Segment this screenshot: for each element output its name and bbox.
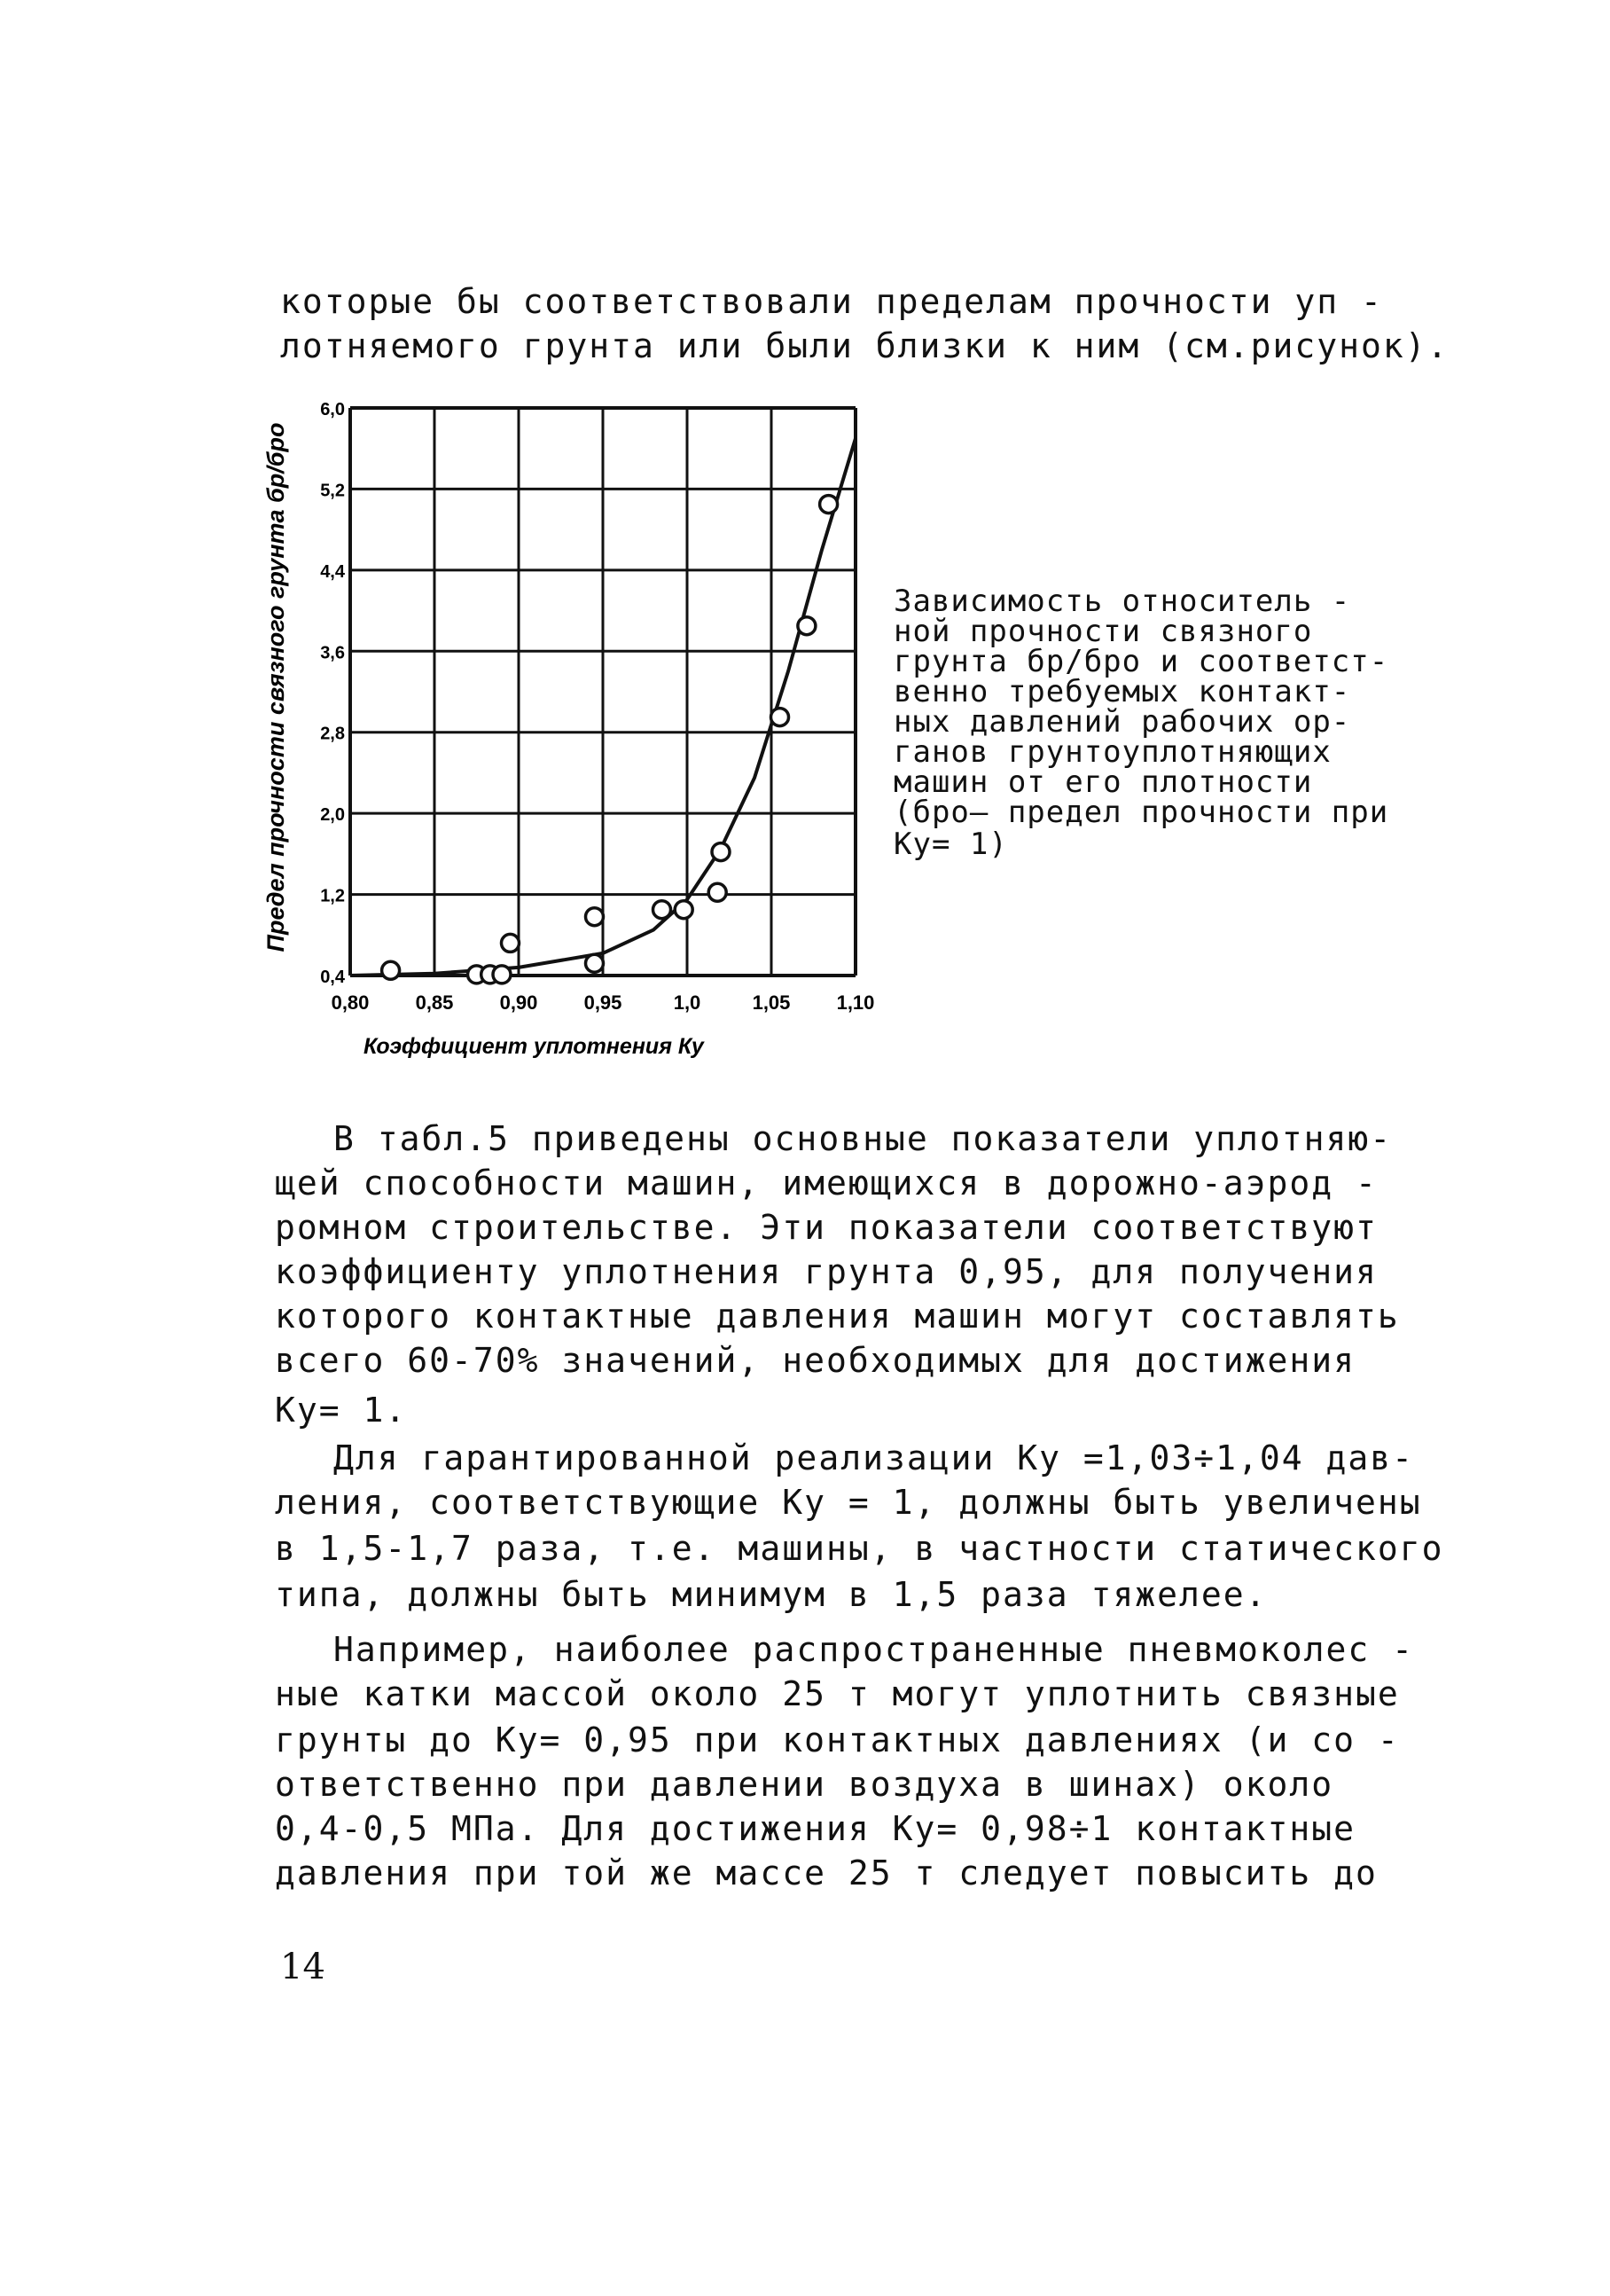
y-tick-label: 2,8	[320, 724, 345, 744]
x-tick-label: 0,90	[499, 991, 538, 1014]
y-tick-label: 5,2	[320, 481, 345, 501]
data-point	[586, 954, 604, 972]
paragraph-line: коэффициенту уплотнения грунта 0,95, для получения	[275, 1252, 1378, 1291]
paragraph-line: Для гарантированной реализации Ку =1,03÷1,04 дав-	[333, 1438, 1415, 1477]
caption-line: грунта бр/бро и соответст-	[894, 644, 1389, 679]
data-point	[382, 961, 400, 979]
x-axis-label: Коэффициент уплотнения Ку	[363, 1034, 704, 1059]
x-tick-labels	[332, 991, 875, 1014]
data-point	[502, 934, 520, 952]
caption-line: (бро– предел прочности при	[894, 795, 1389, 830]
paragraph-line: давления при той же массе 25 т следует повысить до	[275, 1853, 1378, 1892]
x-tick-label: 0,85	[415, 991, 454, 1014]
data-point	[771, 709, 789, 726]
y-tick-label: 4,4	[320, 561, 345, 582]
data-point	[798, 617, 816, 635]
caption-line: ных давлений рабочих ор-	[894, 704, 1351, 740]
x-tick-label: 1,05	[752, 991, 791, 1014]
data-point	[820, 496, 838, 513]
data-point	[493, 966, 511, 983]
paragraph-line: Например, наиболее распространенные пневмоколес -	[333, 1630, 1415, 1669]
paragraph-line: Ку= 1.	[275, 1391, 408, 1430]
data-point	[586, 908, 604, 926]
caption-line: ной прочности связного	[894, 614, 1313, 649]
data-points	[382, 496, 838, 983]
paragraph-line: в 1,5-1,7 раза, т.е. машины, в частности статического	[275, 1529, 1444, 1568]
paragraph-line: типа, должны быть минимум в 1,5 раза тяжелее.	[275, 1575, 1268, 1614]
y-tick-label: 3,6	[320, 643, 345, 663]
caption-line: машин от его плотности	[894, 764, 1313, 800]
paragraph-line: всего 60-70% значений, необходимых для достижения	[275, 1341, 1356, 1380]
chart-grid	[350, 408, 856, 976]
y-tick-label: 1,2	[320, 886, 345, 906]
caption-line: Зависимость относитель -	[894, 584, 1351, 619]
page-number: 14	[280, 1947, 325, 1987]
x-tick-label: 1,10	[836, 991, 875, 1014]
paragraph-line: ответственно при давлении воздуха в шинах) около	[275, 1765, 1334, 1804]
data-point	[653, 901, 671, 919]
caption-line: ганов грунтоуплотняющих	[894, 734, 1332, 770]
caption-line: Ку= 1)	[894, 827, 1008, 862]
paragraph-line: 0,4-0,5 МПа. Для достижения Ку= 0,98÷1 контактные	[275, 1809, 1356, 1848]
y-tick-labels	[320, 400, 346, 987]
paragraph-line: грунты до Ку= 0,95 при контактных давлениях (и со -	[275, 1720, 1400, 1759]
data-point	[675, 901, 692, 919]
x-tick-label: 0,95	[583, 991, 622, 1014]
paragraph-line: ромном строительстве. Эти показатели соответствуют	[275, 1208, 1378, 1247]
density-strength-chart	[262, 390, 887, 1100]
x-tick-label: 0,80	[331, 991, 370, 1014]
paragraph-line: В табл.5 приведены основные показатели уплотняю-	[333, 1119, 1393, 1158]
y-tick-label: 0,4	[320, 968, 345, 987]
paragraph-line: ления, соответствующие Ку = 1, должны быть увеличены	[275, 1483, 1422, 1522]
paragraph-line: которого контактные давления машин могут составлять	[275, 1297, 1400, 1336]
caption-line: венно требуемых контакт-	[894, 674, 1351, 709]
intro-line: лотняемого грунта или были близки к ним (см.рисунок).	[280, 326, 1450, 365]
y-tick-label: 6,0	[320, 400, 345, 419]
x-tick-label: 1,0	[673, 991, 701, 1014]
y-tick-label: 2,0	[320, 805, 345, 826]
data-point	[712, 843, 730, 861]
intro-line: которые бы соответствовали пределам прочности уп -	[280, 282, 1383, 321]
y-axis-label: Предел прочности связного грунта бр/бро	[262, 422, 289, 952]
paragraph-line: щей способности машин, имеющихся в дорожно-аэрод -	[275, 1164, 1378, 1203]
data-point	[708, 883, 726, 901]
paragraph-line: ные катки массой около 25 т могут уплотнить связные	[275, 1674, 1400, 1713]
